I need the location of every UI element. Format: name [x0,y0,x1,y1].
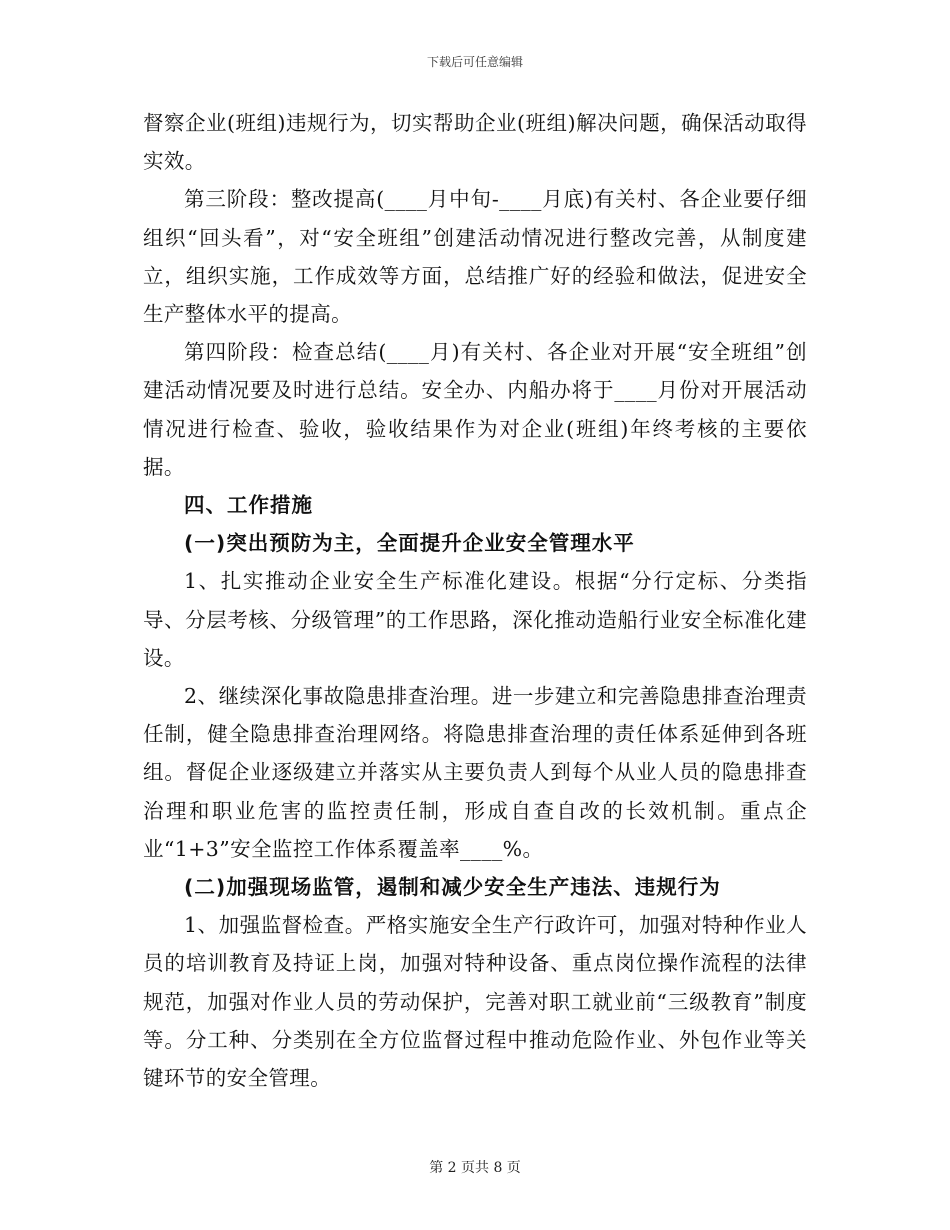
subsection-heading-supervision: (二)加强现场监管，遏制和减少安全生产违法、违规行为 [184,875,721,900]
paragraph-standardization: 1、扎实推动企业安全生产标准化建设。根据“分行定标、分类指导、分层考核、分级管理”的工作思路，深化推动造船行业安全标准化建设。 [143,569,807,670]
paragraph-stage-four: 第四阶段：检查总结(____月)有关村、各企业对开展“安全班组”创建活动情况要及时进行总结。安全办、内船办将于____月份对开展活动情况进行检查、验收，验收结果作为对企业(班组)年终考核的主要依据。 [143,340,807,479]
paragraph-hazard-inspection: 2、继续深化事故隐患排查治理。进一步建立和完善隐患排查治理责任制，健全隐患排查治理网络。将隐患排查治理的责任体系延伸到各班组。督促企业逐级建立并落实从主要负责人到每个从业人员的隐患排查治理和职业危害的监控责任制，形成自查自改的长效机制。重点企业“1+3”安全监控工作体系覆盖率____%。 [143,684,807,861]
subsection-heading-prevention: (一)突出预防为主，全面提升企业安全管理水平 [184,531,635,556]
document-body [143,104,807,1097]
paragraph-stage-three: 第三阶段：整改提高(____月中旬-____月底)有关村、各企业要仔细组织“回头看”，对“安全班组”创建活动情况进行整改完善，从制度建立，组织实施，工作成效等方面，总结推广好的经验和做法，促进安全生产整体水平的提高。 [143,187,807,327]
paragraph-inspection: 1、加强监督检查。严格实施安全生产行政许可，加强对特种作业人员的培训教育及持证上岗，加强对特种设备、重点岗位操作流程的法律规范，加强对作业人员的劳动保护，完善对职工就业前“三级教育”制度等。分工种、分类别在全方位监督过程中推动危险作业、外包作业等关键环节的安全管理。 [143,913,807,1091]
section-heading-measures: 四、工作措施 [184,493,313,518]
paragraph-continuation: 督察企业(班组)违规行为，切实帮助企业(班组)解决问题，确保活动取得实效。 [143,111,807,174]
page-header: 下载后可任意编辑 [426,55,523,69]
page-footer: 第 2 页共 8 页 [429,1160,521,1176]
